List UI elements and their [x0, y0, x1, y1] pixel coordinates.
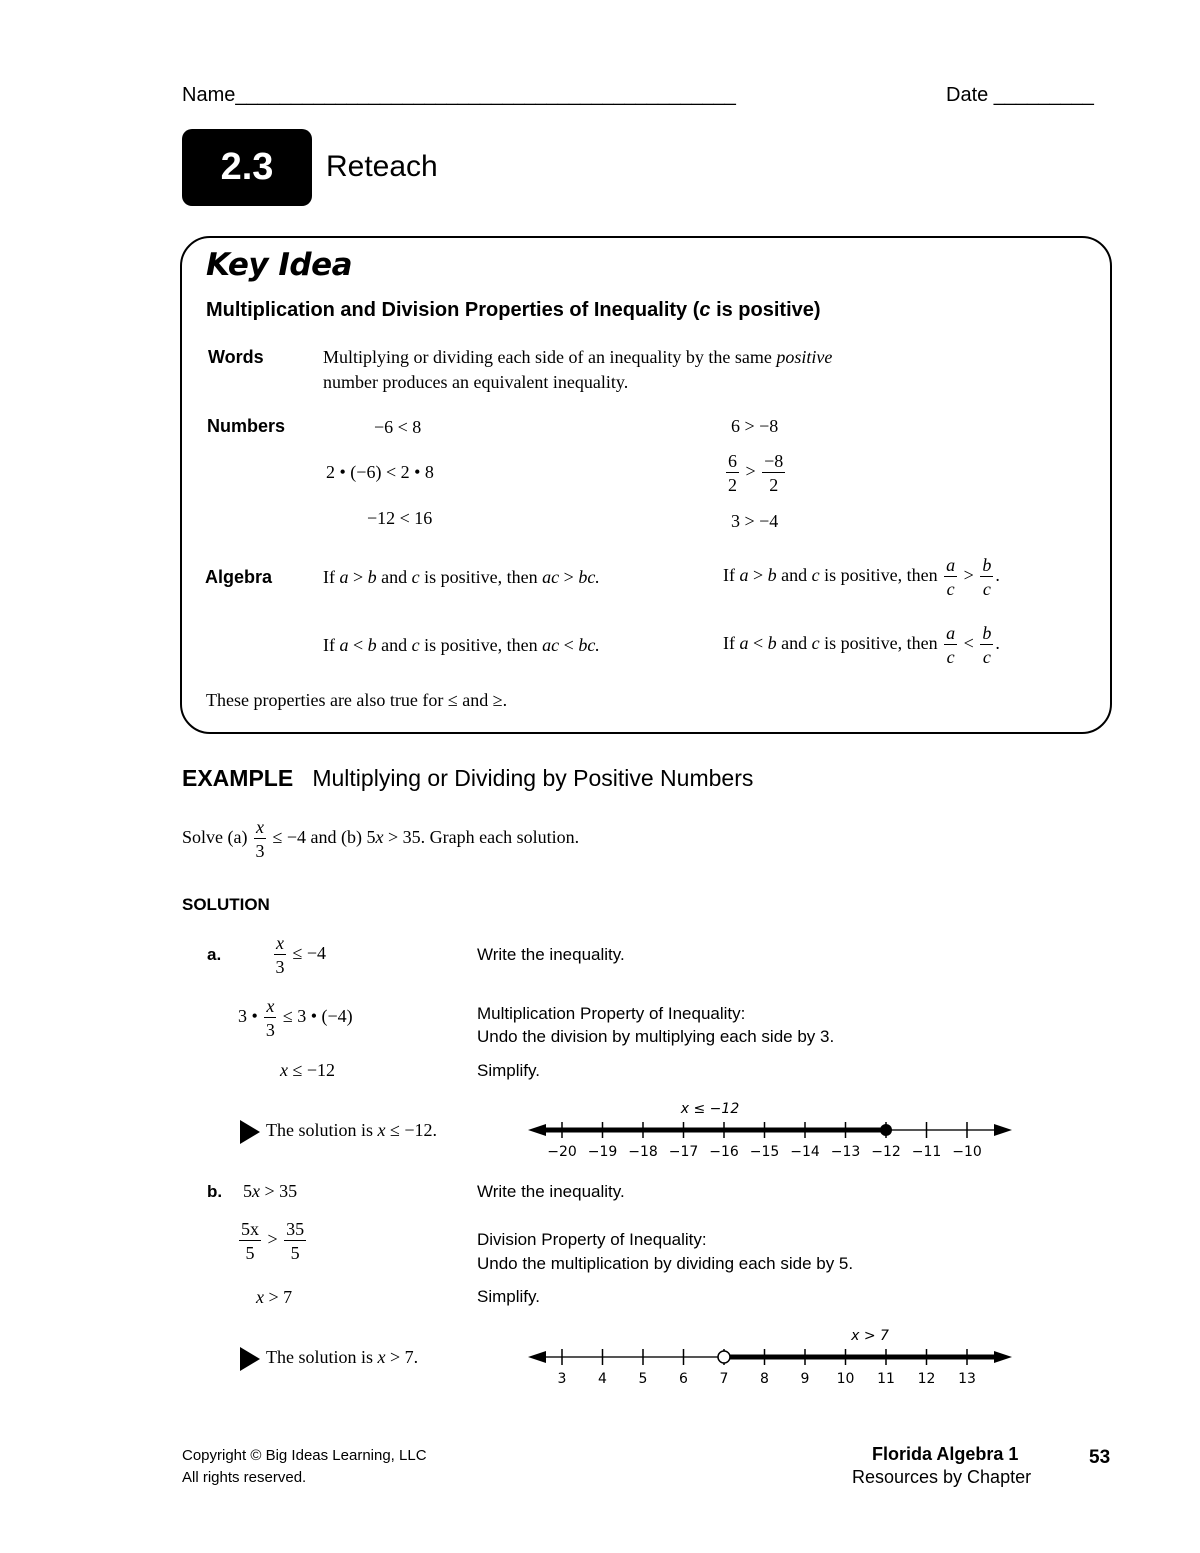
part-b-step3: x > 7: [256, 1287, 293, 1307]
part-a-step1-note: Write the inequality.: [477, 945, 625, 964]
tick-label: 7: [719, 1371, 729, 1387]
part-b-label: b.: [207, 1182, 223, 1201]
tick-label: 12: [917, 1371, 936, 1387]
part-b-result: The solution is x > 7.: [240, 1347, 418, 1371]
numbers-left-line3: −12 < 16: [367, 508, 433, 528]
number-line-a: [520, 1095, 1020, 1163]
copyright-text: Copyright © Big Ideas Learning, LLC: [182, 1447, 427, 1464]
numbers-right-line3: 3 > −4: [731, 511, 779, 531]
part-a-label: a.: [207, 945, 222, 964]
tick-label: −13: [830, 1144, 861, 1160]
tick-label: −16: [709, 1144, 739, 1160]
solution-label: x ≤ −12: [680, 1101, 740, 1117]
rights-text: All rights reserved.: [182, 1469, 307, 1486]
tick-label: −20: [547, 1144, 577, 1160]
tick-label: −17: [668, 1144, 699, 1160]
part-b-step2-note2: Undo the multiplication by dividing each side by 5.: [477, 1254, 854, 1273]
part-b-step1: 5x > 35: [243, 1181, 298, 1201]
example-prompt: Solve (a) $\frac{x}{3}$ ≤ −4 and (b) 5x > 35. Graph each solution.: [182, 817, 580, 861]
tick-label: 10: [836, 1371, 855, 1387]
part-a-step1: $\frac{x}{3}$ ≤ −4: [275, 933, 327, 977]
tick-label: −12: [871, 1144, 901, 1160]
solution-label: x > 7: [851, 1328, 889, 1344]
algebra-label: Algebra: [205, 567, 273, 587]
tick-label: 5: [638, 1371, 648, 1387]
lesson-title: Reteach: [326, 150, 438, 183]
lesson-number-badge: 2.3: [182, 129, 312, 206]
tick-label: −18: [628, 1144, 658, 1160]
key-idea-heading: Key Idea: [206, 247, 353, 283]
part-b-step3-note: Simplify.: [477, 1287, 540, 1306]
tick-label: −11: [911, 1144, 942, 1160]
tick-label: 9: [800, 1371, 810, 1387]
numbers-right-line1: 6 > −8: [731, 416, 779, 436]
algebra-right-line1: If a > b and c is positive, then $\frac{a}{c}$ > $\frac{b}{c}$ .: [723, 555, 1000, 599]
axis-arrow-right: [994, 1124, 1012, 1136]
tick-label: 8: [760, 1371, 769, 1387]
tick-label: 3: [557, 1371, 567, 1387]
words-text-line2: number produces an equivalent inequality.: [323, 372, 629, 392]
part-a-step3: x ≤ −12: [280, 1060, 336, 1080]
part-b-step2-note1: Division Property of Inequality:: [477, 1230, 707, 1249]
part-a-result: The solution is x ≤ −12.: [240, 1120, 437, 1144]
book-subtitle: Resources by Chapter: [852, 1467, 1032, 1487]
example-heading: EXAMPLE Multiplying or Dividing by Positive Numbers: [182, 765, 754, 791]
date-field-line: Date _________: [946, 84, 1094, 106]
number-line-b: [520, 1322, 1020, 1390]
closed-endpoint: [880, 1124, 892, 1136]
key-idea-footer: These properties are also true for ≤ and ≥.: [206, 690, 508, 710]
result-arrow-icon: [240, 1347, 260, 1371]
numbers-left-line1: −6 < 8: [374, 417, 422, 437]
numbers-left-line2: 2 • (−6) < 2 • 8: [326, 462, 434, 482]
words-text-line1: Multiplying or dividing each side of an inequality by the same positive: [323, 347, 833, 367]
tick-label: −10: [952, 1144, 982, 1160]
numbers-right-line2: $\frac{6}{2}$ > $\frac{-8}{2}$: [728, 451, 784, 495]
algebra-right-line2: If a < b and c is positive, then $\frac{a}{c}$ < $\frac{b}{c}$ .: [723, 623, 1000, 667]
solution-label: SOLUTION: [182, 895, 270, 914]
part-a-step2-note1: Multiplication Property of Inequality:: [477, 1004, 746, 1023]
tick-label: 13: [958, 1371, 976, 1387]
tick-label: −19: [587, 1144, 618, 1160]
part-b-step2: $\frac{5x}{5}$ > $\frac{35}{5}$: [241, 1219, 305, 1263]
key-idea-subheading: Multiplication and Division Properties of Inequality (c is positive): [206, 299, 821, 321]
tick-label: 11: [877, 1371, 895, 1387]
book-title: Florida Algebra 1: [872, 1444, 1019, 1464]
open-endpoint: [718, 1351, 730, 1363]
tick-label: 4: [598, 1371, 607, 1387]
tick-label: −14: [790, 1144, 820, 1160]
algebra-left-line1: If a > b and c is positive, then ac > bc.: [323, 567, 600, 587]
part-a-step2-note2: Undo the division by multiplying each side by 3.: [477, 1027, 835, 1046]
axis-arrow-left: [528, 1351, 546, 1363]
page-number: 53: [1089, 1447, 1111, 1468]
name-field-line: Name_____________________________________________: [182, 84, 736, 106]
tick-label: −15: [749, 1144, 780, 1160]
tick-label: 6: [679, 1371, 688, 1387]
result-arrow-icon: [240, 1120, 260, 1144]
part-a-step2: 3 • $\frac{x}{3}$ ≤ 3 • (−4): [238, 996, 353, 1040]
part-a-step3-note: Simplify.: [477, 1061, 540, 1080]
algebra-left-line2: If a < b and c is positive, then ac < bc.: [323, 635, 600, 655]
part-b-step1-note: Write the inequality.: [477, 1182, 625, 1201]
words-label: Words: [208, 347, 264, 367]
numbers-label: Numbers: [207, 416, 286, 436]
